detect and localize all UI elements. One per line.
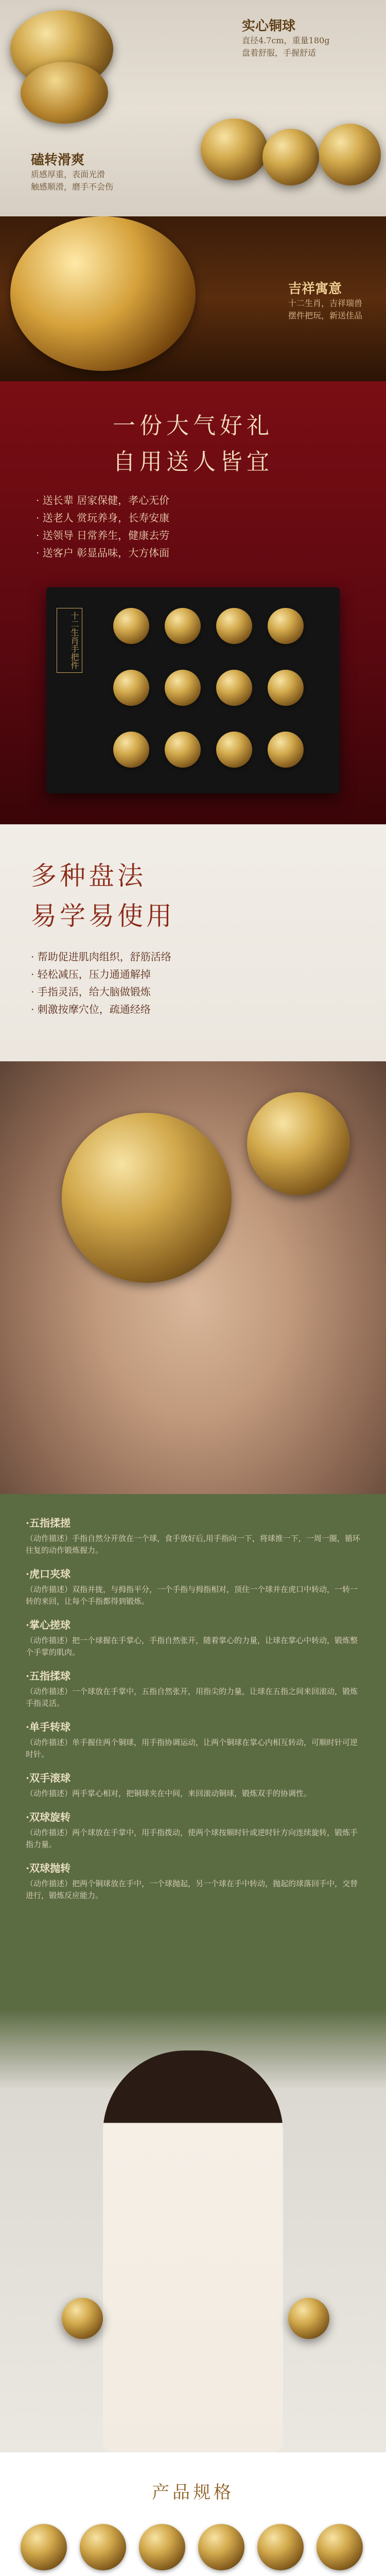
box-ball-8 [268,670,304,706]
methods-bullet-2: · 轻松减压，压力通通解掉 [31,968,151,980]
technique-item [26,1668,360,1709]
feature-1 [242,15,381,59]
techniques-list [0,1494,386,1902]
technique-text: （动作描述）把一个球握在手掌心，手指自然张开，随着掌心的力量，让球在掌心中转动，锻炼整个手掌的肌肉。 [26,1636,358,1657]
copper-ball-5 [319,124,381,185]
copper-ball-large [10,216,196,371]
technique-item [26,1566,360,1607]
technique-title: ·虎口夹球 [26,1568,71,1580]
technique-text: （动作描述）双指并拢，与拇指平分，一个手指与拇指相对，顶住一个球并在虎口中转动，一转一转的来回，让每个手指都得到锻炼。 [26,1585,358,1606]
gift-bullet-2: · 送老人 赏玩养身，长寿安康 [36,512,170,524]
methods-bullets [31,948,175,1018]
technique-item [26,1719,360,1760]
feature-2-desc2: 触感顺滑，磨手不会伤 [31,182,114,192]
hero-section [0,0,386,216]
zodiac-ball [21,2524,67,2570]
zodiac-ball [257,2524,304,2570]
feature-2-desc: 质感厚重，表面光滑 [31,170,106,179]
technique-item [26,1515,360,1556]
specs-title: 产品规格 [152,2482,234,2503]
feature-3-desc2: 摆件把玩，新送佳品 [288,311,363,320]
technique-item [26,1809,360,1851]
gift-title-line2: 自用送人皆宜 [113,449,273,475]
box-ball-3 [216,608,252,644]
box-ball-9 [113,732,149,768]
copper-ball-3 [201,118,268,180]
box-ball-11 [216,732,252,768]
gift-box [46,587,340,793]
gift-bullet-1: · 送长辈 居家保健，孝心无价 [36,494,170,506]
zodiac-ball [139,2524,185,2570]
technique-text: （动作描述）单手握住两个铜球，用手指协调运动，让两个铜球在掌心内相互转动，可顺时针可逆时针。 [26,1738,358,1759]
technique-text: （动作描述）两手掌心相对，把铜球夹在中间，来回滚动铜球，锻炼双手的协调性。 [26,1789,312,1798]
box-ball-12 [268,732,304,768]
technique-title: ·双手滚球 [26,1772,71,1784]
hand-ball-1 [62,1113,232,1283]
methods-section [0,824,386,1494]
gift-title-line1: 一份大气好礼 [113,413,273,439]
model-figure [103,2050,283,2452]
box-ball-10 [165,732,201,768]
box-ball-4 [268,608,304,644]
methods-title-line1: 多种盘法 [31,861,146,891]
feature-2-title: 磕转滑爽 [31,152,85,168]
methods-bullet-1: · 帮助促进肌肉组织，舒筋活络 [31,951,171,963]
technique-title: ·五指揉搓 [26,1517,71,1529]
gift-bullet-3: · 送领导 日常养生，健康去劳 [36,529,170,541]
zodiac-ball [198,2524,244,2570]
box-ball-5 [113,670,149,706]
technique-title: ·双球旋转 [26,1811,71,1823]
feature-3 [288,278,381,322]
copper-ball-2 [21,62,108,124]
technique-item [26,1860,360,1902]
feature-1-title: 实心铜球 [242,19,296,34]
technique-title: ·单手转球 [26,1721,71,1733]
methods-bullet-3: · 手指灵活，给大脑做锻炼 [31,986,151,998]
gift-section [0,381,386,824]
feature-1-desc2: 盘着舒服，手握舒适 [242,48,317,58]
zodiac-ball [317,2524,363,2570]
technique-text: （动作描述）把两个铜球放在手中，一个球抛起，另一个球在手中转动，抛起的球落回手中，交替进行，锻炼反应能力。 [26,1879,358,1900]
model-ball-left [62,2298,103,2339]
feature-3-desc: 十二生肖，吉祥瑞兽 [288,298,363,308]
zodiac-ball [80,2524,126,2570]
hand-ball-2 [247,1092,350,1195]
gift-bullets [36,492,386,562]
hero-section-2 [0,216,386,381]
technique-text: （动作描述）两个球放在手掌中，用手指拨动，使两个球按顺时针或逆时针方向连续旋转，锻炼手指力量。 [26,1828,358,1849]
box-ball-1 [113,608,149,644]
box-ball-2 [165,608,201,644]
feature-1-desc: 直径4.7cm，重量180g [242,36,330,45]
technique-text: （动作描述）一个球放在手掌中，五指自然张开，用指尖的力量，让球在五指之间来回滚动，锻炼手指灵活。 [26,1687,358,1708]
technique-text: （动作描述）手指自然分开放在一个球，食手放好后,用手指向一下，将球推一下，一周一圈，循环往复的动作锻炼握力。 [26,1534,360,1555]
techniques-section [0,1494,386,2452]
feature-2 [31,149,165,193]
copper-ball-4 [262,129,319,185]
gift-box-label: 十二生肖手把件 [57,608,82,673]
methods-bullet-4: · 刺激按摩穴位，疏通经络 [31,1003,151,1015]
feature-3-title: 吉祥寓意 [288,281,342,297]
specs-section [0,2452,386,2576]
methods-title-line2: 易学易使用 [31,901,175,931]
zodiac-row-1 [0,2524,386,2576]
technique-title: ·掌心搓球 [26,1619,71,1631]
gift-bullet-4: · 送客户 彰显品味，大方体面 [36,547,170,559]
box-ball-7 [216,670,252,706]
technique-title: ·五指揉球 [26,1670,71,1682]
technique-item [26,1617,360,1658]
box-ball-6 [165,670,201,706]
technique-title: ·双球抛转 [26,1862,71,1874]
technique-item [26,1770,360,1800]
model-ball-right [288,2298,329,2339]
